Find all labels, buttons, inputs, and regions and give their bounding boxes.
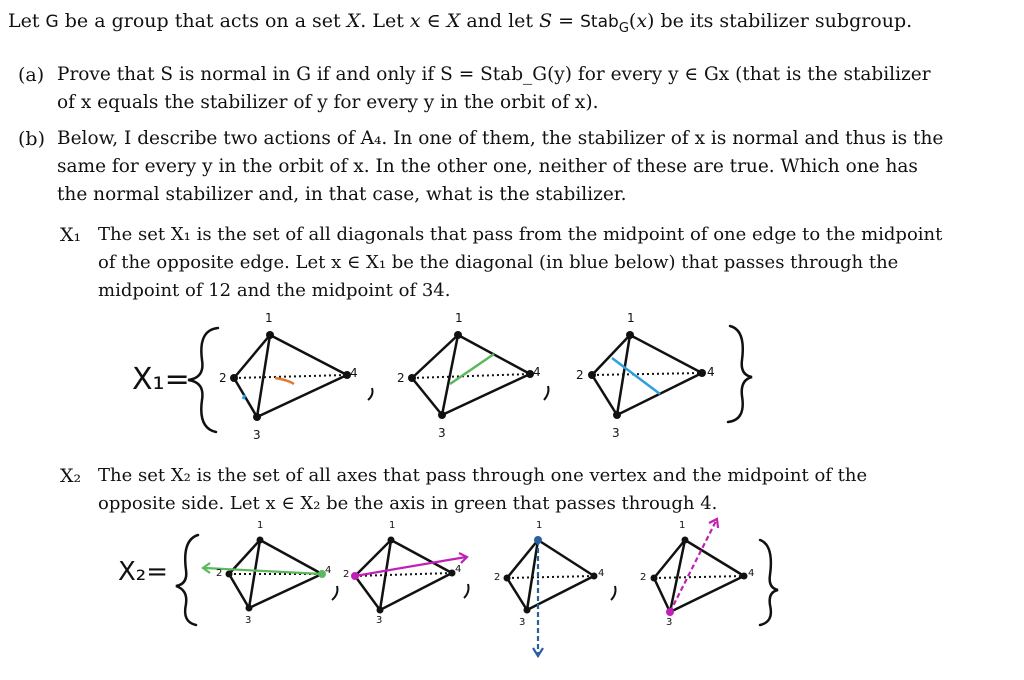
x2-right-brace — [760, 540, 778, 625]
x1-set-label: X₁= — [132, 362, 190, 397]
x1-tetra-3 — [592, 335, 702, 415]
part-b-line-1: Below, I describe two actions of A₄. In one of them, the stabilizer of x is normal and thus is the — [57, 128, 944, 149]
vertex-label-2: 2 — [576, 368, 584, 382]
vertex-label-2: 2 — [494, 572, 501, 583]
stab-symbol: Stab — [580, 12, 619, 32]
x2-magenta-axis-2 — [670, 521, 716, 612]
x2-line-1: The set X₂ is the set of all axes that pass through one vertex and the midpoint of the — [98, 465, 868, 486]
x2-tetra-4 — [654, 540, 744, 612]
x2-set-label: X₂= — [118, 557, 169, 587]
element-symbol: x — [636, 10, 648, 32]
intro-text: . Let — [360, 10, 410, 32]
x2-left-brace — [176, 535, 198, 625]
x2-tetra-3 — [507, 540, 594, 610]
vertex-label-1: 1 — [627, 311, 635, 325]
intro-text: Let — [8, 10, 46, 32]
set-symbol: X — [446, 10, 461, 32]
vertex-label-1: 1 — [679, 520, 686, 531]
x1-orange-diagonal — [275, 378, 294, 384]
vertex-label-1: 1 — [536, 520, 543, 531]
vertex-label-1: 1 — [389, 520, 396, 531]
x1-green-diagonal — [450, 354, 494, 384]
vertex-label-3: 3 — [245, 615, 252, 626]
vertex-label-4: 4 — [707, 365, 715, 379]
vertex-label-4: 4 — [455, 564, 462, 575]
x2-green-axis — [205, 568, 322, 574]
x1-line-2: of the opposite edge. Let x ∈ X₁ be the diagonal (in blue below) that passes through the — [98, 252, 899, 273]
x1-blue-tick — [243, 395, 245, 399]
vertex-label-3: 3 — [376, 615, 383, 626]
part-b-line-2: same for every y in the orbit of x. In the other one, neither of these are true. Which one has — [57, 156, 918, 177]
element-symbol: x — [409, 10, 421, 32]
x1-left-brace — [188, 328, 218, 432]
part-b-label: (b) — [18, 128, 45, 150]
vertex-label-3: 3 — [438, 426, 446, 440]
x1-right-brace — [728, 326, 752, 422]
vertex-label-4: 4 — [350, 366, 358, 380]
vertex-label-2: 2 — [343, 569, 350, 580]
x2-label: X₂ — [60, 465, 82, 487]
vertex-label-1: 1 — [257, 520, 264, 531]
vertex-label-4: 4 — [325, 565, 332, 576]
x1-blue-diagonal — [612, 358, 660, 394]
x2-line-2: opposite side. Let x ∈ X₂ be the axis in green that passes through 4. — [98, 493, 718, 514]
vertex-label-3: 3 — [612, 426, 620, 440]
part-a-label: (a) — [18, 64, 45, 86]
x1-tetra-1 — [234, 335, 347, 417]
subgroup-symbol: S — [539, 10, 553, 32]
intro-text: ∈ — [420, 10, 447, 32]
vertex-label-3: 3 — [666, 617, 673, 628]
part-b-line-3: the normal stabilizer and, in that case, what is the stabilizer. — [57, 184, 627, 205]
x1-label: X₁ — [60, 224, 82, 246]
vertex-label-3: 3 — [519, 617, 526, 628]
vertex-label-4: 4 — [533, 365, 541, 379]
intro-text: ) be its stabilizer subgroup. — [647, 10, 913, 32]
x2-tetra-2 — [355, 540, 452, 610]
part-a-line-1: Prove that S is normal in G if and only if S = Stab_G(y) for every y ∈ Gx (that is the stabilizer — [57, 64, 931, 85]
vertex-label-1: 1 — [265, 311, 273, 325]
vertex-label-2: 2 — [216, 568, 223, 579]
vertex-label-3: 3 — [253, 428, 261, 442]
intro-text: ( — [628, 10, 637, 32]
stab-subscript: G — [618, 20, 629, 36]
vertex-label-2: 2 — [219, 371, 227, 385]
group-symbol: G — [45, 12, 59, 32]
x1-line-1: The set X₁ is the set of all diagonals that pass from the midpoint of one edge to the midpoint — [98, 224, 943, 245]
x1-tetra-2 — [412, 335, 530, 415]
vertex-label-4: 4 — [598, 568, 605, 579]
vertex-label-4: 4 — [748, 568, 755, 579]
vertex-label-2: 2 — [397, 371, 405, 385]
vertex-label-1: 1 — [455, 311, 463, 325]
intro-text: be a group that acts on a set — [58, 10, 347, 32]
intro-text: = — [552, 10, 581, 32]
x1-line-3: midpoint of 12 and the midpoint of 34. — [98, 280, 451, 301]
part-a-line-2: of x equals the stabilizer of y for every y in the orbit of x). — [57, 92, 599, 113]
vertex-label-2: 2 — [640, 572, 647, 583]
intro-text: and let — [460, 10, 540, 32]
set-symbol: X — [346, 10, 361, 32]
